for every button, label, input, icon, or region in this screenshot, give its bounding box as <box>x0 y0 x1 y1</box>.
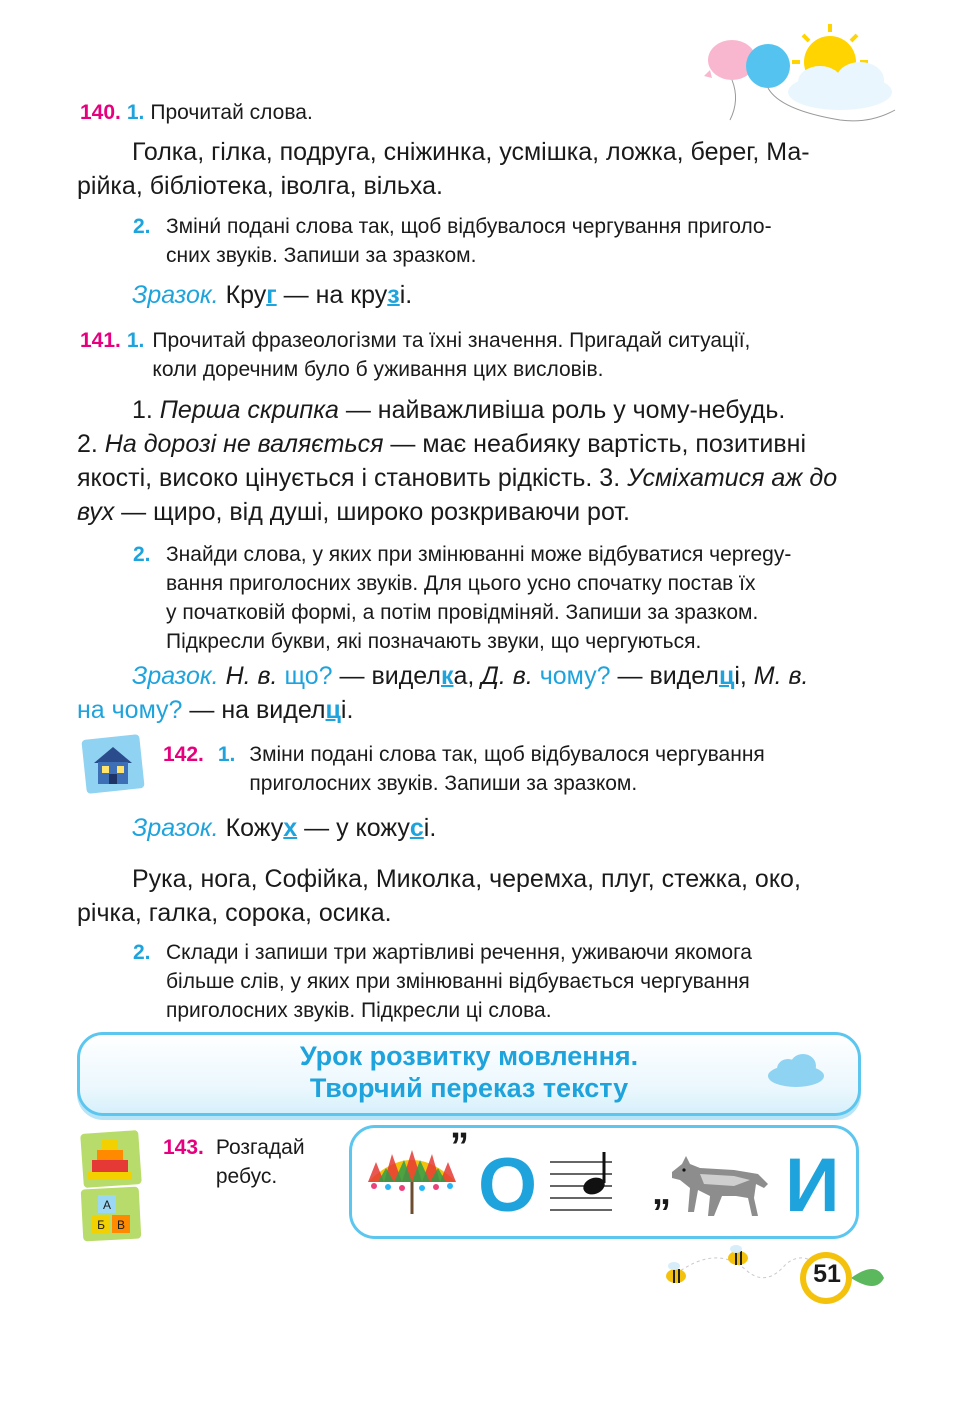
ex141-task2-line1: Знайди слова, у яких при змінюванні може відбуватися черregу- <box>166 543 792 566</box>
rebus-letter-o: О <box>478 1143 538 1228</box>
sample-label: Зразок. <box>132 281 219 309</box>
svg-text:В: В <box>116 1218 126 1232</box>
lesson-title-line2: Творчий переказ тексту <box>309 1073 629 1103</box>
wolf-icon <box>664 1150 776 1222</box>
house-icon <box>80 733 146 795</box>
sample-word: і. <box>423 814 437 842</box>
lesson-title-line1: Урок розвитку мовлення. <box>299 1041 639 1071</box>
ex141-task2-line3: у початковій формі, а потім провідміняй. Запиши за зразком. <box>166 601 759 624</box>
ex141-line1: 1. Перша скрипка — найважливіша роль у чому-небудь. <box>132 396 786 424</box>
rebus-quote: ” <box>450 1126 469 1168</box>
ex142-words-line2: річка, галка, сорока, осика. <box>77 899 392 927</box>
rebus-letter-y: И <box>785 1143 840 1228</box>
ex140-task1-text: Прочитай слова. <box>150 101 313 124</box>
ex141-task2 <box>133 540 855 656</box>
ex140-task1-number: 1. <box>126 101 145 124</box>
ex142-task1-number: 1. <box>217 743 236 766</box>
ex142-task2-line2: більше слів, у яких при змінюванні відбувається чергування <box>166 970 750 993</box>
ex141-task1-line2: коли доречним було б уживання цих висловів. <box>152 358 604 381</box>
ex140-number: 140. <box>80 101 121 124</box>
sample-label: Зразок. <box>132 814 219 842</box>
cloud-icon <box>766 1052 826 1088</box>
ex143-number: 143. <box>163 1136 204 1159</box>
page-number: 51 <box>813 1260 841 1288</box>
ex142-task2-line1: Склади і запиши три жартівливі речення, уживаючи якомога <box>166 941 752 964</box>
abc-blocks-icon <box>80 1185 142 1243</box>
ex142-words <box>77 862 857 930</box>
ex142-task2-number: 2. <box>133 941 151 964</box>
ex141-line3: якості, високо цінується і становить рідкість. 3. Усміхатися аж до <box>77 464 838 492</box>
lesson-title <box>77 1040 861 1104</box>
ex141-sample <box>77 659 857 727</box>
ex140-words-line2: рійка, бібліотека, іволга, вільха. <box>77 172 444 200</box>
sample-word: Кожу <box>225 814 284 842</box>
ex141-line4: вух — щиро, від душі, широко розкриваючи рот. <box>77 498 630 526</box>
ex141-sample-line1: Зразок. Н. в. що? — виделка, Д. в. чому? — виделці, М. в. <box>132 662 809 690</box>
ex142-sample <box>132 811 436 845</box>
ex142-task1-line1: Зміни подані слова так, щоб відбувалося чергування <box>249 743 765 766</box>
svg-text:Б: Б <box>97 1218 105 1232</box>
ex141-task2-line2: вання приголосних звуків. Для цього усно спочатку постав їх <box>166 572 756 595</box>
sample-label: Зразок. <box>132 662 219 690</box>
ex142-number: 142. <box>163 743 204 766</box>
sample-word: і. <box>399 281 413 309</box>
bees-decoration <box>656 1244 886 1314</box>
ex142-task2-line3: приголосних звуків. Підкресли ці слова. <box>166 999 552 1022</box>
ex143-task <box>163 1133 305 1191</box>
ex140-task1 <box>80 98 860 127</box>
ex141-phrases <box>77 393 857 529</box>
underlined-letter: г <box>266 281 277 309</box>
underlined-letter: ц <box>718 662 735 690</box>
ex142-words-line1: Рука, нога, Софійка, Миколка, черемха, плуг, стежка, око, <box>132 865 801 893</box>
ex140-task2-number: 2. <box>133 215 151 238</box>
underlined-letter: с <box>409 814 424 842</box>
ex140-task2-line1: Зміни́ подані слова так, щоб відбувалося чергування приголо- <box>166 215 772 238</box>
rebus-quote: „ <box>652 1171 671 1213</box>
music-note-icon <box>550 1150 612 1220</box>
ex142-task1 <box>163 740 855 798</box>
ex141-task1 <box>80 326 858 384</box>
underlined-letter: ц <box>325 696 341 724</box>
ex141-task2-number: 2. <box>133 543 151 566</box>
ex141-task1-line1: Прочитай фразеологізми та їхні значення. Пригадай ситуації, <box>152 329 751 352</box>
svg-text:А: А <box>102 1198 112 1212</box>
ex140-task2 <box>133 212 855 270</box>
underlined-letter: х <box>283 814 298 842</box>
ex141-sample-line2: на чому? — на виделці. <box>77 696 354 724</box>
ex141-task2-line4: Підкресли букви, які позначають звуки, що чергуються. <box>166 630 702 653</box>
sample-word: — у кожу <box>297 814 410 842</box>
ex140-words-line1: Голка, гілка, подруга, сніжинка, усмішка, ложка, берег, Ма- <box>132 138 810 166</box>
sample-word: — на кру <box>276 281 388 309</box>
ex140-words <box>77 135 857 203</box>
bee-icon <box>666 1262 686 1283</box>
underlined-letter: з <box>387 281 400 309</box>
ex140-sample <box>132 278 412 312</box>
bee-icon <box>728 1245 748 1265</box>
ex143-line1: Розгадай <box>215 1136 305 1159</box>
ex141-number: 141. <box>80 329 121 352</box>
ex142-task1-line2: приголосних звуків. Запиши за зразком. <box>249 772 638 795</box>
sample-word: Кру <box>225 281 267 309</box>
underlined-letter: к <box>440 662 454 690</box>
ex142-task2 <box>133 938 855 1025</box>
ex140-task2-line2: сних звуків. Запиши за зразком. <box>166 244 477 267</box>
ex143-line2: ребус. <box>215 1165 278 1188</box>
ex141-line2: 2. На дорозі не валяється — має неабияку вартість, позитивні <box>77 430 807 458</box>
toy-pyramid-icon <box>80 1128 142 1188</box>
umbrella-icon <box>362 1140 462 1222</box>
ex141-task1-number: 1. <box>126 329 145 352</box>
